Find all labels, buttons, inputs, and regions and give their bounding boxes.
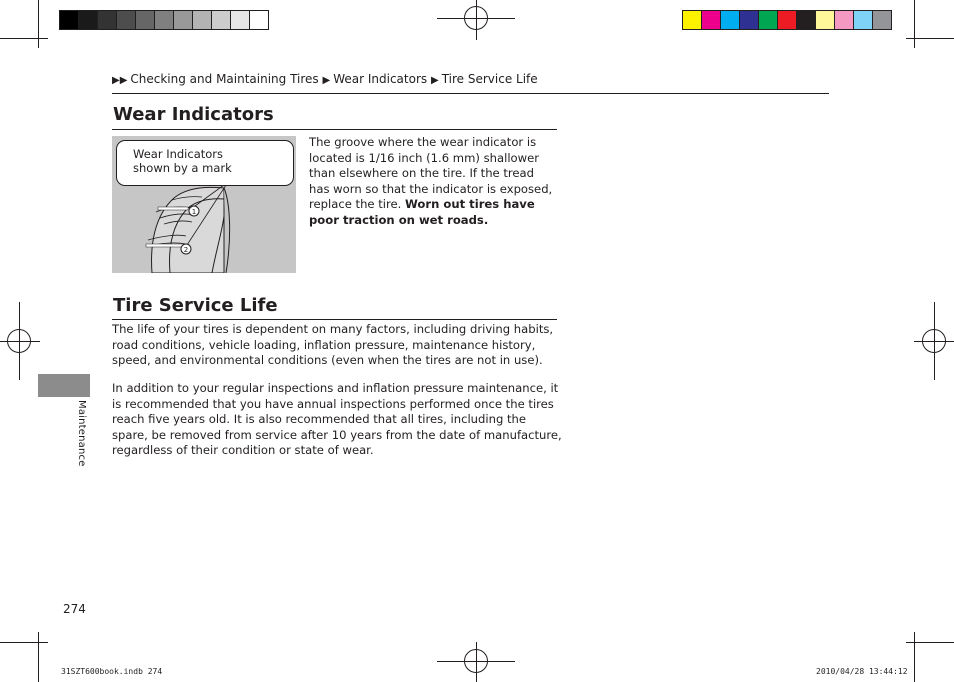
section-tab[interactable] [38,374,90,397]
marker-2-icon [181,244,191,254]
marker-1-icon [189,206,199,216]
color-swatch [250,11,268,29]
svg-text:1: 1 [191,208,197,216]
color-swatch [117,11,136,29]
breadcrumb-item[interactable]: Tire Service Life [441,72,538,86]
callout-box [116,140,294,186]
color-swatch [193,11,212,29]
section-rule [112,129,557,130]
color-swatch [702,11,721,29]
callout-label: Wear Indicators shown by a mark [133,147,232,175]
tire-service-life-paragraph-2: In addition to your regular inspections and inflation pressure maintenance, it is recommended that you have annual inspections performed once the tires reach five years old. It is also recommended that all tires, including the spare, be removed from service after 10 years from the date of manufacture, regardless of their condition or state of wear. [112,381,562,458]
wear-indicator-warning: Worn out tires have poor traction on wet roads. [309,197,535,227]
crop-mark [38,0,39,48]
crop-mark [906,38,954,39]
color-swatch [854,11,873,29]
color-swatch [683,11,702,29]
breadcrumb [112,72,538,86]
section-rule [112,319,557,320]
breadcrumb-arrow-icon: ▶ [430,75,439,86]
crop-mark [914,632,915,682]
color-swatch [797,11,816,29]
section-tab-label: Maintenance [76,400,87,467]
svg-text:2: 2 [183,246,189,254]
color-swatch [759,11,778,29]
breadcrumb-item[interactable]: Checking and Maintaining Tires [130,72,319,86]
tire-service-life-paragraph-1: The life of your tires is dependent on many factors, including driving habits, road conditions, vehicle loading, inflation pressure, maintenance history, speed, and environmental conditions (even when the tires are not in use). [112,322,554,368]
header-divider [112,93,829,94]
color-swatch [873,11,891,29]
print-slug-file: 31SZT600book.indb 274 [61,667,163,676]
color-swatch [155,11,174,29]
wear-indicator-description [309,135,557,229]
print-slug-timestamp: 2010/04/28 13:44:12 [816,667,908,676]
color-swatch [231,11,250,29]
color-swatch [60,11,79,29]
color-swatch [136,11,155,29]
section-heading-wear-indicators: Wear Indicators [113,104,274,125]
process-color-bar [682,10,892,30]
tire-wear-indicator-illustration [112,136,296,273]
crop-mark [906,642,954,643]
color-swatch [835,11,854,29]
color-swatch [174,11,193,29]
color-swatch [778,11,797,29]
breadcrumb-item[interactable]: Wear Indicators [333,72,428,86]
section-heading-tire-service-life: Tire Service Life [113,295,278,316]
crop-mark [0,38,48,39]
wear-indicator-paragraph: The groove where the wear indicator is located is 1/16 inch (1.6 mm) shallower than elsewhere on the tire. If the tread has worn so that the indicator is exposed, replace the tire. [309,135,553,212]
grayscale-color-bar [59,10,269,30]
color-swatch [740,11,759,29]
crop-mark [38,632,39,682]
crop-mark [914,0,915,48]
color-swatch [98,11,117,29]
breadcrumb-arrow-icon: ▶ [322,75,331,86]
color-swatch [816,11,835,29]
breadcrumb-arrow-icon: ▶▶ [112,75,128,86]
page-number: 274 [63,602,86,616]
crop-mark [0,642,48,643]
color-swatch [721,11,740,29]
color-swatch [212,11,231,29]
color-swatch [79,11,98,29]
